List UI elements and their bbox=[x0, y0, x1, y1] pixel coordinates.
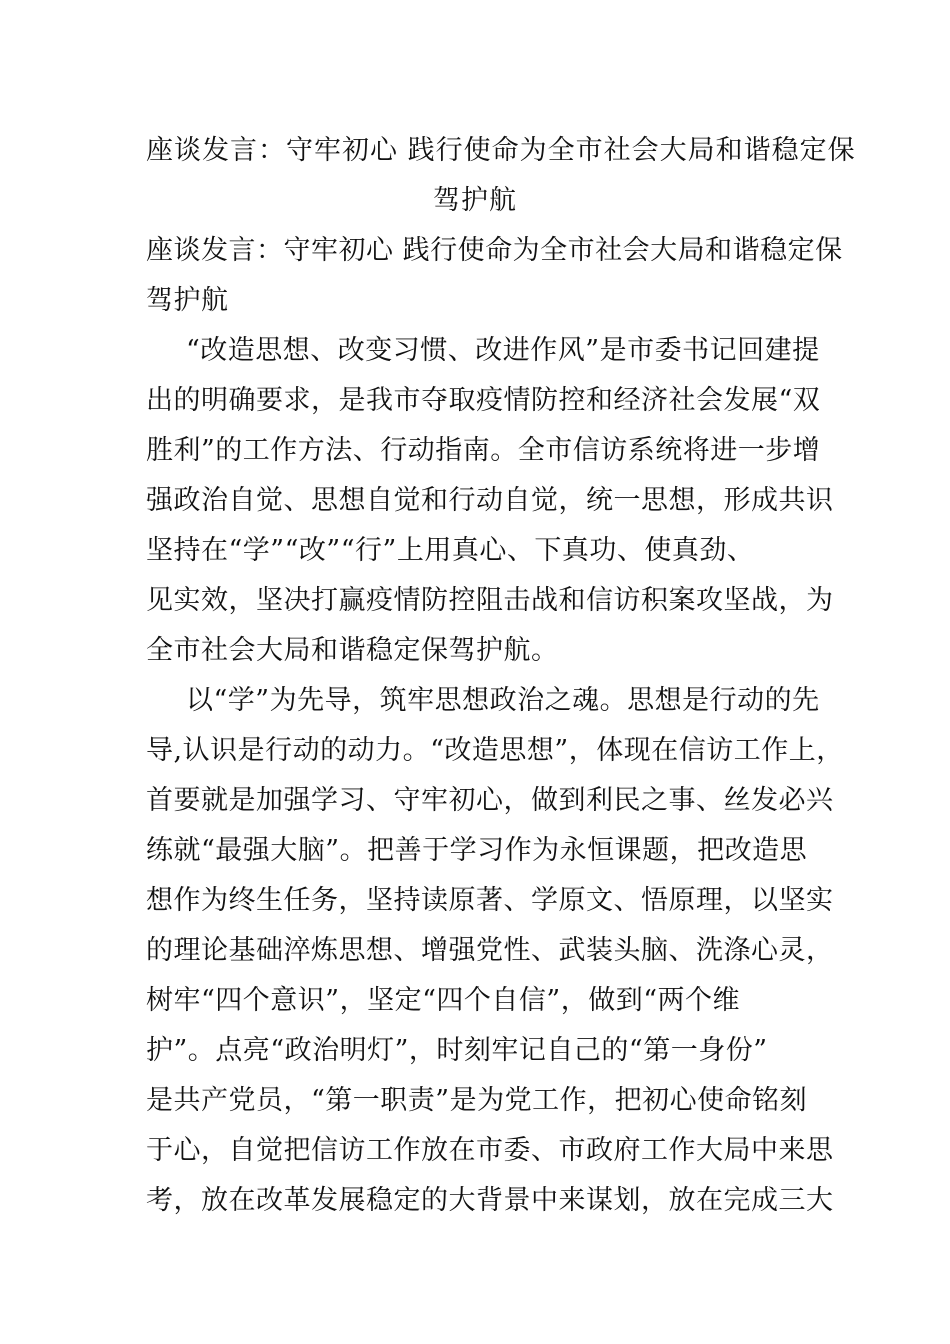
paragraph-1-line-1: “改造思想、改变习惯、改进作风”是市委书记回建提 bbox=[186, 335, 820, 366]
document-title-line-2: 驾护航 bbox=[433, 185, 517, 216]
paragraph-2-line-9: 是共产党员，“第一职责”是为党工作，把初心使命铭刻 bbox=[146, 1085, 808, 1116]
repeated-title-line-1: 座谈发言：守牢初心 践行使命为全市社会大局和谐稳定保 bbox=[146, 235, 843, 266]
paragraph-2-line-5: 想作为终生任务，坚持读原著、学原文、悟原理，以坚实 bbox=[146, 885, 834, 916]
paragraph-1-line-5: 坚持在“学”“改”“行”上用真心、下真功、使真劲、 bbox=[146, 535, 755, 566]
paragraph-1-line-2: 出的明确要求，是我市夺取疫情防控和经济社会发展“双 bbox=[146, 385, 821, 416]
paragraph-1-line-6: 见实效，坚决打赢疫情防控阻击战和信访积案攻坚战，为 bbox=[146, 585, 834, 616]
paragraph-2-line-2: 导,认识是行动的动力。“改造思想”，体现在信访工作上， bbox=[146, 735, 844, 766]
paragraph-2-line-6: 的理论基础淬炼思想、增强党性、武装头脑、洗涤心灵， bbox=[146, 935, 834, 966]
repeated-title-line-2: 驾护航 bbox=[146, 285, 229, 316]
paragraph-2-line-11: 考，放在改革发展稳定的大背景中来谋划，放在完成三大 bbox=[146, 1185, 834, 1216]
paragraph-2-line-4: 练就“最强大脑”。把善于学习作为永恒课题，把改造思 bbox=[146, 835, 808, 866]
paragraph-2-line-1: 以“学”为先导，筑牢思想政治之魂。思想是行动的先 bbox=[186, 685, 820, 716]
paragraph-1-line-7: 全市社会大局和谐稳定保驾护航。 bbox=[146, 635, 559, 666]
paragraph-2-line-7: 树牢“四个意识”，坚定“四个自信”，做到“两个维 bbox=[146, 985, 741, 1016]
paragraph-2-line-3: 首要就是加强学习、守牢初心，做到利民之事、丝发必兴 bbox=[146, 785, 834, 816]
paragraph-2-line-8: 护”。点亮“政治明灯”，时刻牢记自己的“第一身份” bbox=[146, 1035, 768, 1066]
paragraph-1-line-3: 胜利”的工作方法、行动指南。全市信访系统将进一步增 bbox=[146, 435, 821, 466]
document-title-line-1: 座谈发言：守牢初心 践行使命为全市社会大局和谐稳定保 bbox=[146, 135, 856, 166]
paragraph-1-line-4: 强政治自觉、思想自觉和行动自觉，统一思想，形成共识 bbox=[146, 485, 834, 516]
paragraph-2-line-10: 于心，自觉把信访工作放在市委、市政府工作大局中来思 bbox=[146, 1135, 834, 1166]
